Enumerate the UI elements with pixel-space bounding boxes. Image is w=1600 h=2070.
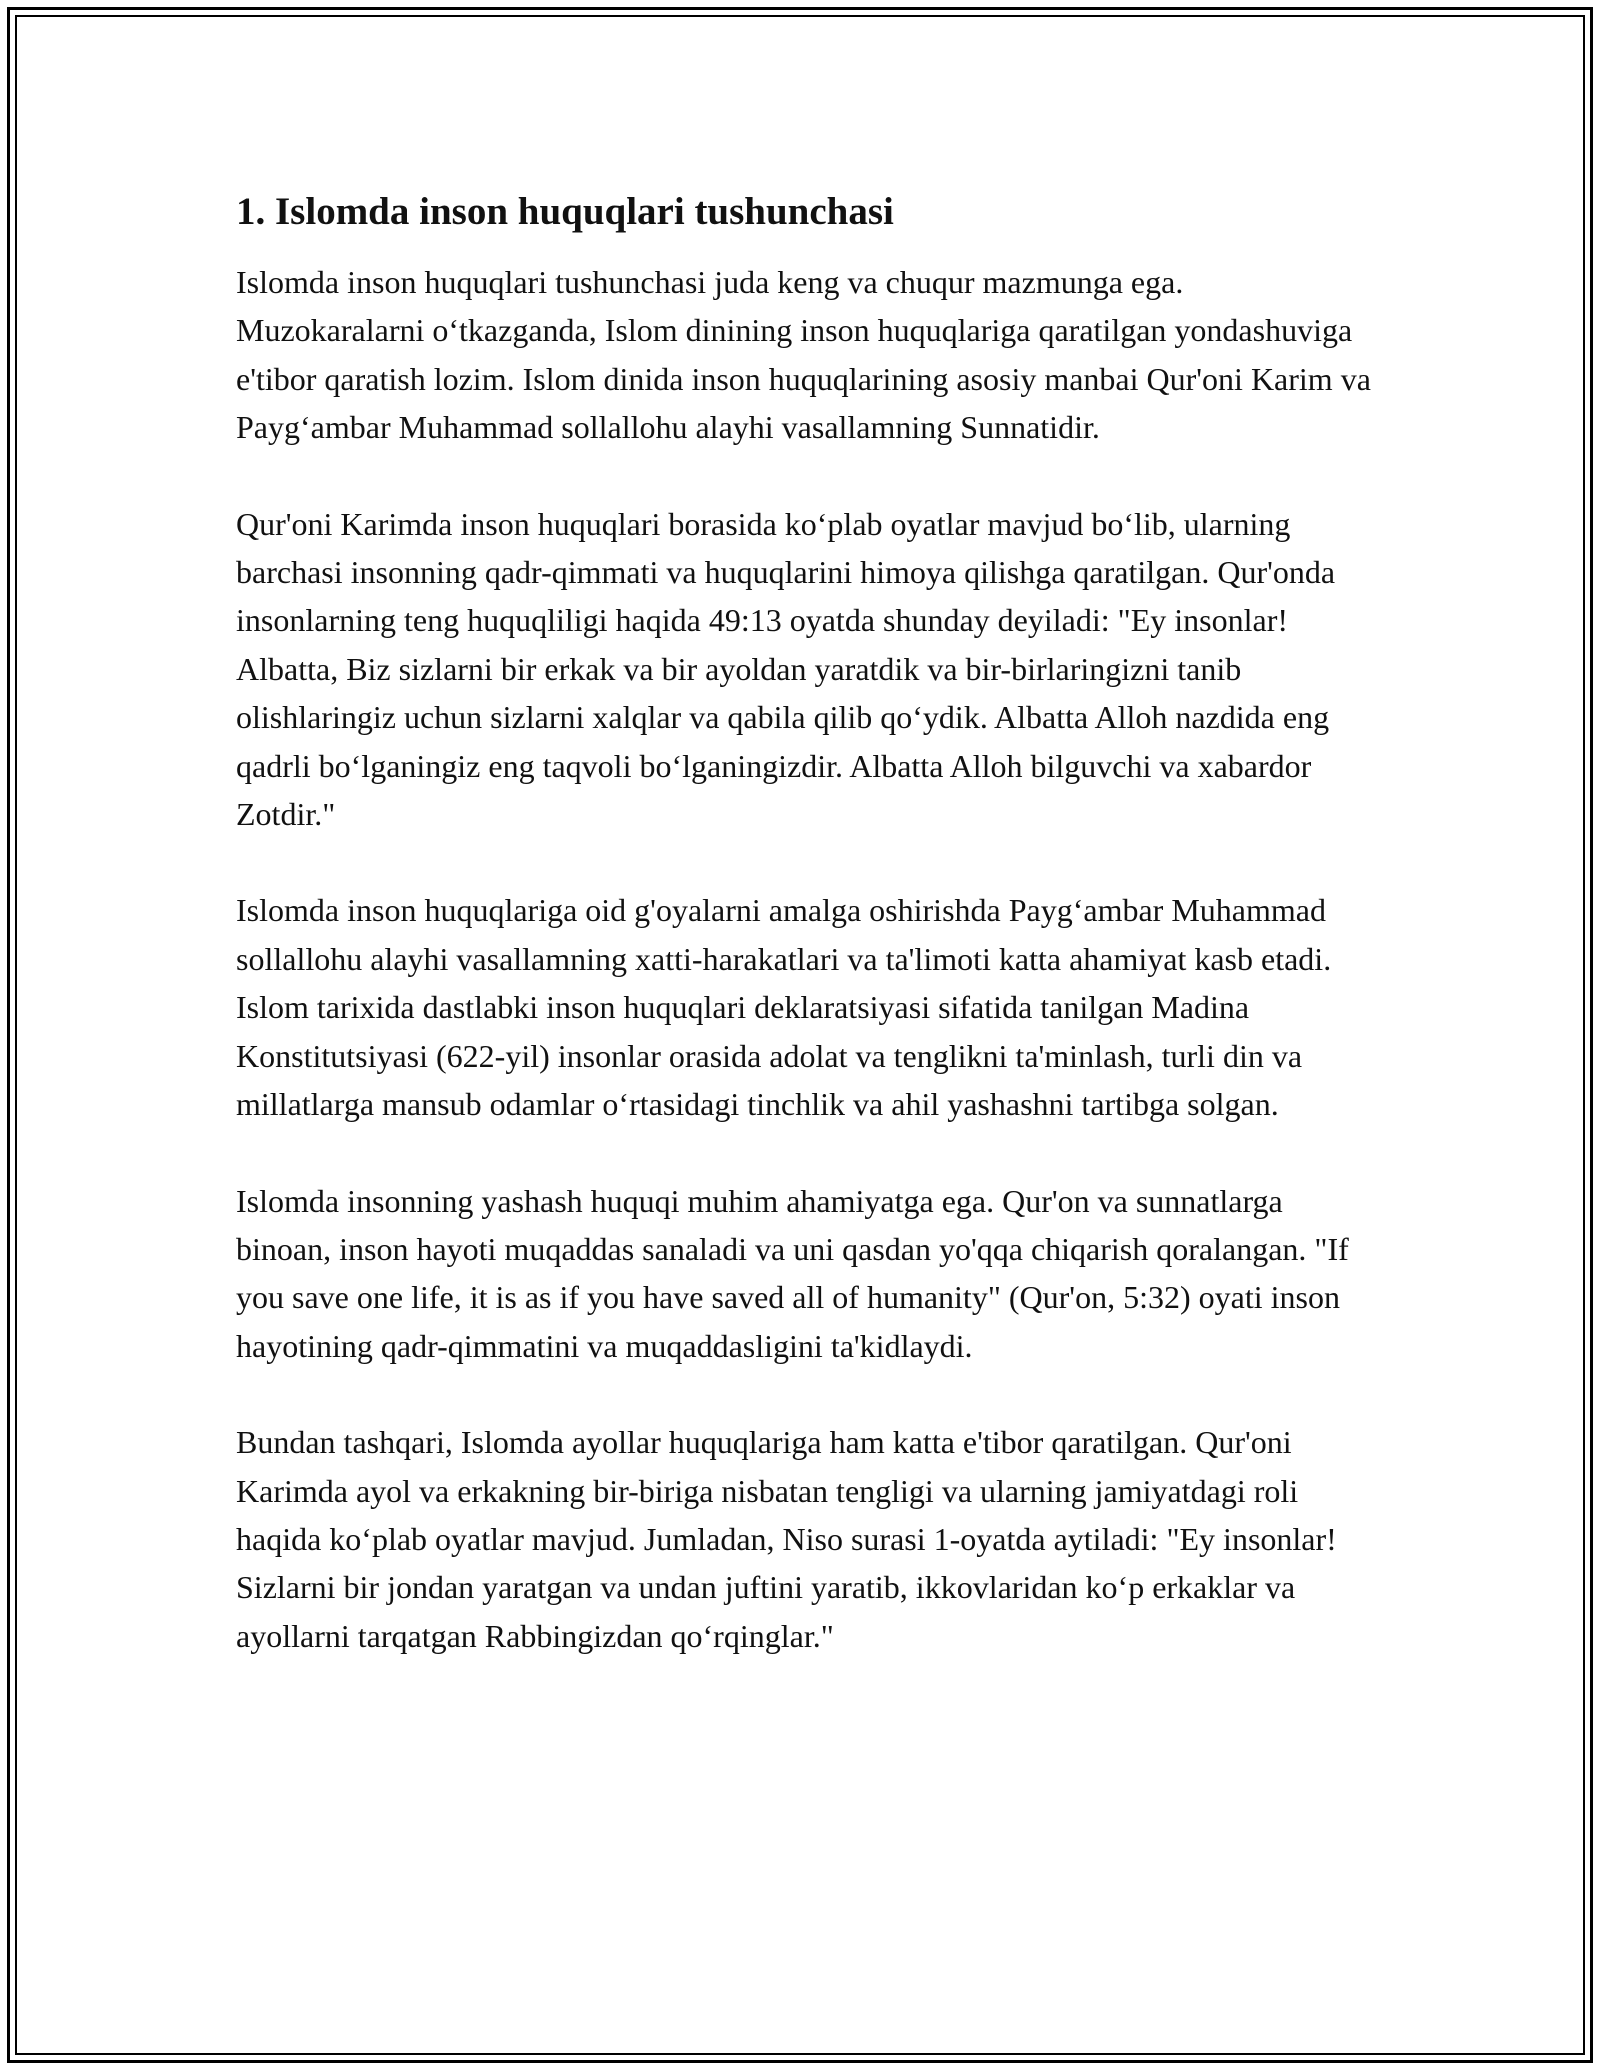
- paragraph-4: Islomda insonning yashash huquqi muhim ahamiyatga ega. Qur'on va sunnatlarga binoan, inson hayoti muqaddas sanaladi va uni qasdan yo'qqa chiqarish qoralangan. "If you save one life, it is as if you have saved all of humanity" (Qur'on, 5:32) oyati inson hayotining qadr-qimmatini va muqaddasligini ta'kidlaydi.: [236, 1182, 1349, 1364]
- document-body: [236, 186, 1376, 1708]
- section-heading: 1. Islomda inson huquqlari tushunchasi: [236, 190, 894, 233]
- paragraph-2: Qur'oni Karimda inson huquqlari borasida ko‘plab oyatlar mavjud bo‘lib, ularning barchasi insonning qadr-qimmati va huquqlarini himoya qilishga qaratilgan. Qur'onda insonlarning teng huquqliligi haqida 49:13 oyatda shunday deyiladi: "Ey insonlar! Albatta, Biz sizlarni bir erkak va bir ayoldan yaratdik va bir-birlaringizni tanib olishlaringiz uchun sizlarni xalqlar va qabila qilib qo‘ydik. Albatta Alloh nazdida eng qadrli bo‘lganingiz eng taqvoli bo‘lganingizdir. Albatta Alloh bilguvchi va xabardor Zotdir.": [236, 505, 1336, 833]
- paragraph-5: Bundan tashqari, Islomda ayollar huquqlariga ham katta e'tibor qaratilgan. Qur'oni Karimda ayol va erkakning bir-biriga nisbatan tengligi va ularning jamiyatdagi roli haqida ko‘plab oyatlar mavjud. Jumladan, Niso surasi 1-oyatda aytiladi: "Ey insonlar! Sizlarni bir jondan yaratgan va undan juftini yaratib, ikkovlaridan ko‘p erkaklar va ayollarni tarqatgan Rabbingizdan qo‘rqinglar.": [236, 1424, 1337, 1654]
- paragraph-1: Islomda inson huquqlari tushunchasi juda keng va chuqur mazmunga ega. Muzokaralarni o‘tkazganda, Islom dinining inson huquqlariga qaratilgan yondashuviga e'tibor qaratish lozim. Islom dinida inson huquqlarining asosiy manbai Qur'oni Karim va Payg‘ambar Muhammad sollallohu alayhi vasallamning Sunnatidir.: [236, 264, 1371, 446]
- paragraph-3: Islomda inson huquqlariga oid g'oyalarni amalga oshirishda Payg‘ambar Muhammad sollallohu alayhi vasallamning xatti-harakatlari va ta'limoti katta ahamiyat kasb etadi. Islom tarixida dastlabki inson huquqlari deklaratsiyasi sifatida tanilgan Madina Konstitutsiyasi (622-yil) insonlar orasida adolat va tenglikni ta'minlash, turli din va millatlarga mansub odamlar o‘rtasidagi tinchlik va ahil yashashni tartibga solgan.: [236, 892, 1332, 1123]
